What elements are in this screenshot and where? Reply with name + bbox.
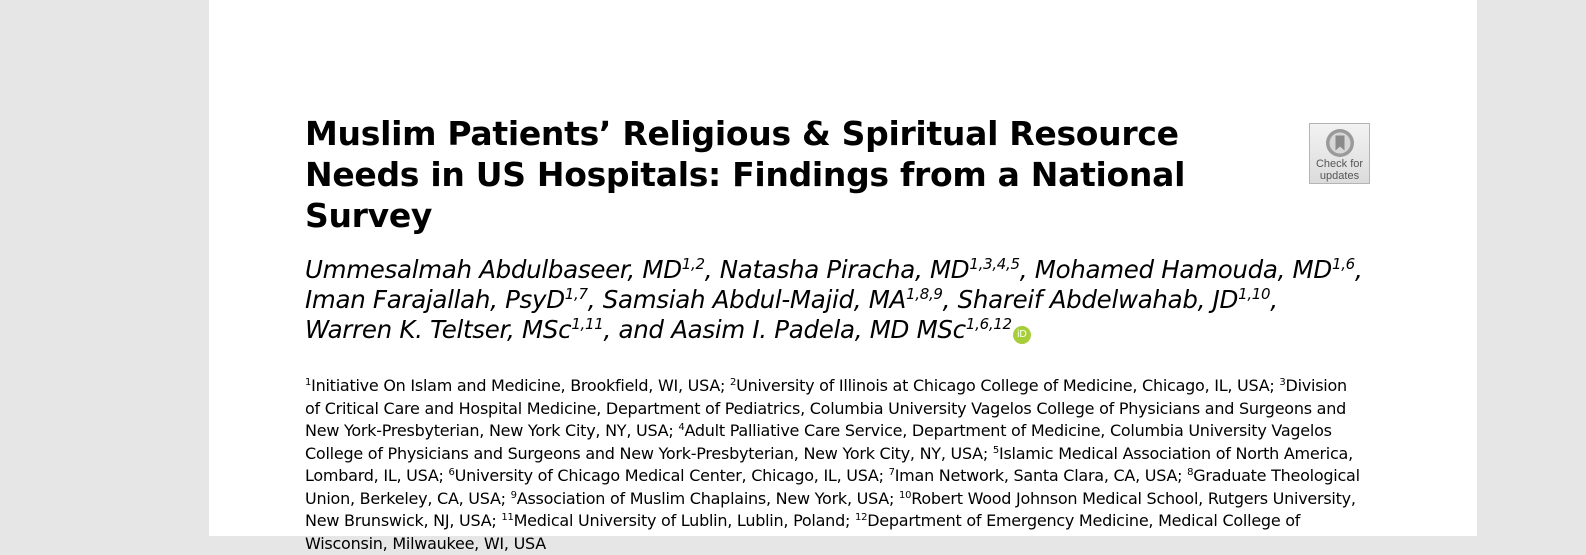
affiliation-text: University of Illinois at Chicago College of Medicine, Chicago, IL, USA; <box>736 376 1280 395</box>
affiliation-text: Medical University of Lublin, Lublin, Poland; <box>513 511 855 530</box>
affiliation-list <box>305 375 1365 555</box>
affiliation-text: Adult Palliative Care Service, Department of Medicine, Columbia University Vagelos College of Physicians and Surgeons and New York-Presbyterian, New York City, NY, USA; <box>305 421 1332 463</box>
author-name: Samsiah Abdul-Majid, MA <box>602 285 906 314</box>
author-separator: , and <box>603 315 672 344</box>
author-affiliation-refs: 1,8,9 <box>906 285 943 303</box>
affiliation-number: 8 <box>1187 467 1194 478</box>
author-name: Mohamed Hamouda, MD <box>1034 255 1332 284</box>
article-title: Muslim Patients’ Religious & Spiritual Resource Needs in US Hospitals: Findings from a National Survey <box>305 114 1186 235</box>
affiliation <box>511 489 899 508</box>
author-name: Aasim I. Padela, MD MSc <box>671 315 966 344</box>
affiliation-number: 2 <box>730 377 737 388</box>
affiliation-number: 10 <box>898 489 912 501</box>
affiliation-number: 9 <box>510 489 517 501</box>
author-name: Warren K. Teltser, MSc <box>305 315 572 344</box>
affiliation-number: 6 <box>448 467 455 478</box>
author-name: Ummesalmah Abdulbaseer, MD <box>305 255 682 284</box>
affiliation-text: Department of Emergency Medicine, Medical College of Wisconsin, Milwaukee, WI, USA <box>305 511 1301 553</box>
author-name: Iman Farajallah, PsyD <box>305 285 565 314</box>
author-affiliation-refs: 1,10 <box>1238 285 1271 303</box>
author-list <box>305 255 1365 345</box>
author <box>671 315 1012 344</box>
affiliation-number: 11 <box>501 512 514 523</box>
author-separator: , <box>942 285 958 314</box>
affiliation-number: 12 <box>854 512 868 523</box>
affiliation-number: 1 <box>305 377 312 388</box>
affiliation <box>889 466 1188 485</box>
author-affiliation-refs: 1,3,4,5 <box>969 255 1020 273</box>
author-affiliation-refs: 1,6,12 <box>965 315 1012 333</box>
affiliation-text: Initiative On Islam and Medicine, Brookfield, WI, USA; <box>311 376 730 395</box>
affiliation <box>305 376 730 395</box>
affiliation-number: 7 <box>888 467 895 478</box>
author-separator: , <box>587 285 603 314</box>
affiliation-text: Graduate Theological Union, Berkeley, CA, USA; <box>305 466 1360 508</box>
author-name: Shareif Abdelwahab, JD <box>957 285 1239 314</box>
author <box>720 255 1035 284</box>
affiliation-text: Robert Wood Johnson Medical School, Rutgers University, New Brunswick, NJ, USA; <box>305 488 1356 530</box>
crossmark-label-line1: Check for <box>1315 158 1364 170</box>
pdf-page <box>209 0 1477 553</box>
check-for-updates-button[interactable] <box>1309 123 1370 184</box>
affiliation-number: 5 <box>992 444 999 456</box>
author-affiliation-refs: 1,7 <box>564 285 588 303</box>
affiliation-number: 4 <box>678 422 685 433</box>
affiliation-text: Islamic Medical Association of North America, Lombard, IL, USA; <box>305 443 1353 485</box>
crossmark-label-line2: updates <box>1319 170 1360 182</box>
affiliation-text: Association of Muslim Chaplains, New York, USA; <box>516 488 899 508</box>
crossmark-icon <box>1325 128 1355 158</box>
author-affiliation-refs: 1,2 <box>681 255 705 273</box>
author <box>305 285 603 314</box>
affiliation-text: Division of Critical Care and Hospital Medicine, Department of Pediatrics, Columbia University Vagelos College of Physicians and Surgeons and New York-Presbyterian, New York City, NY, USA; <box>305 376 1347 440</box>
author-affiliation-refs: 1,11 <box>571 315 604 333</box>
affiliation <box>448 466 888 485</box>
author <box>1035 255 1363 284</box>
author <box>603 285 958 314</box>
affiliation <box>501 511 855 530</box>
author-separator: , <box>1019 255 1035 284</box>
author-separator: , <box>1354 255 1363 284</box>
author-name: Natasha Piracha, MD <box>719 255 970 284</box>
affiliation-text: University of Chicago Medical Center, Chicago, IL, USA; <box>454 466 889 485</box>
affiliation-number: 3 <box>1279 377 1286 388</box>
orcid-icon[interactable]: iD <box>1013 326 1031 344</box>
affiliation <box>730 376 1279 395</box>
author <box>305 315 671 344</box>
affiliation-text: Iman Network, Santa Clara, CA, USA; <box>894 466 1188 485</box>
author <box>958 285 1278 314</box>
author <box>305 255 720 284</box>
author-affiliation-refs: 1,6 <box>1331 255 1355 273</box>
author-separator: , <box>1270 285 1278 314</box>
author-separator: , <box>704 255 720 284</box>
article-header <box>305 113 1375 555</box>
